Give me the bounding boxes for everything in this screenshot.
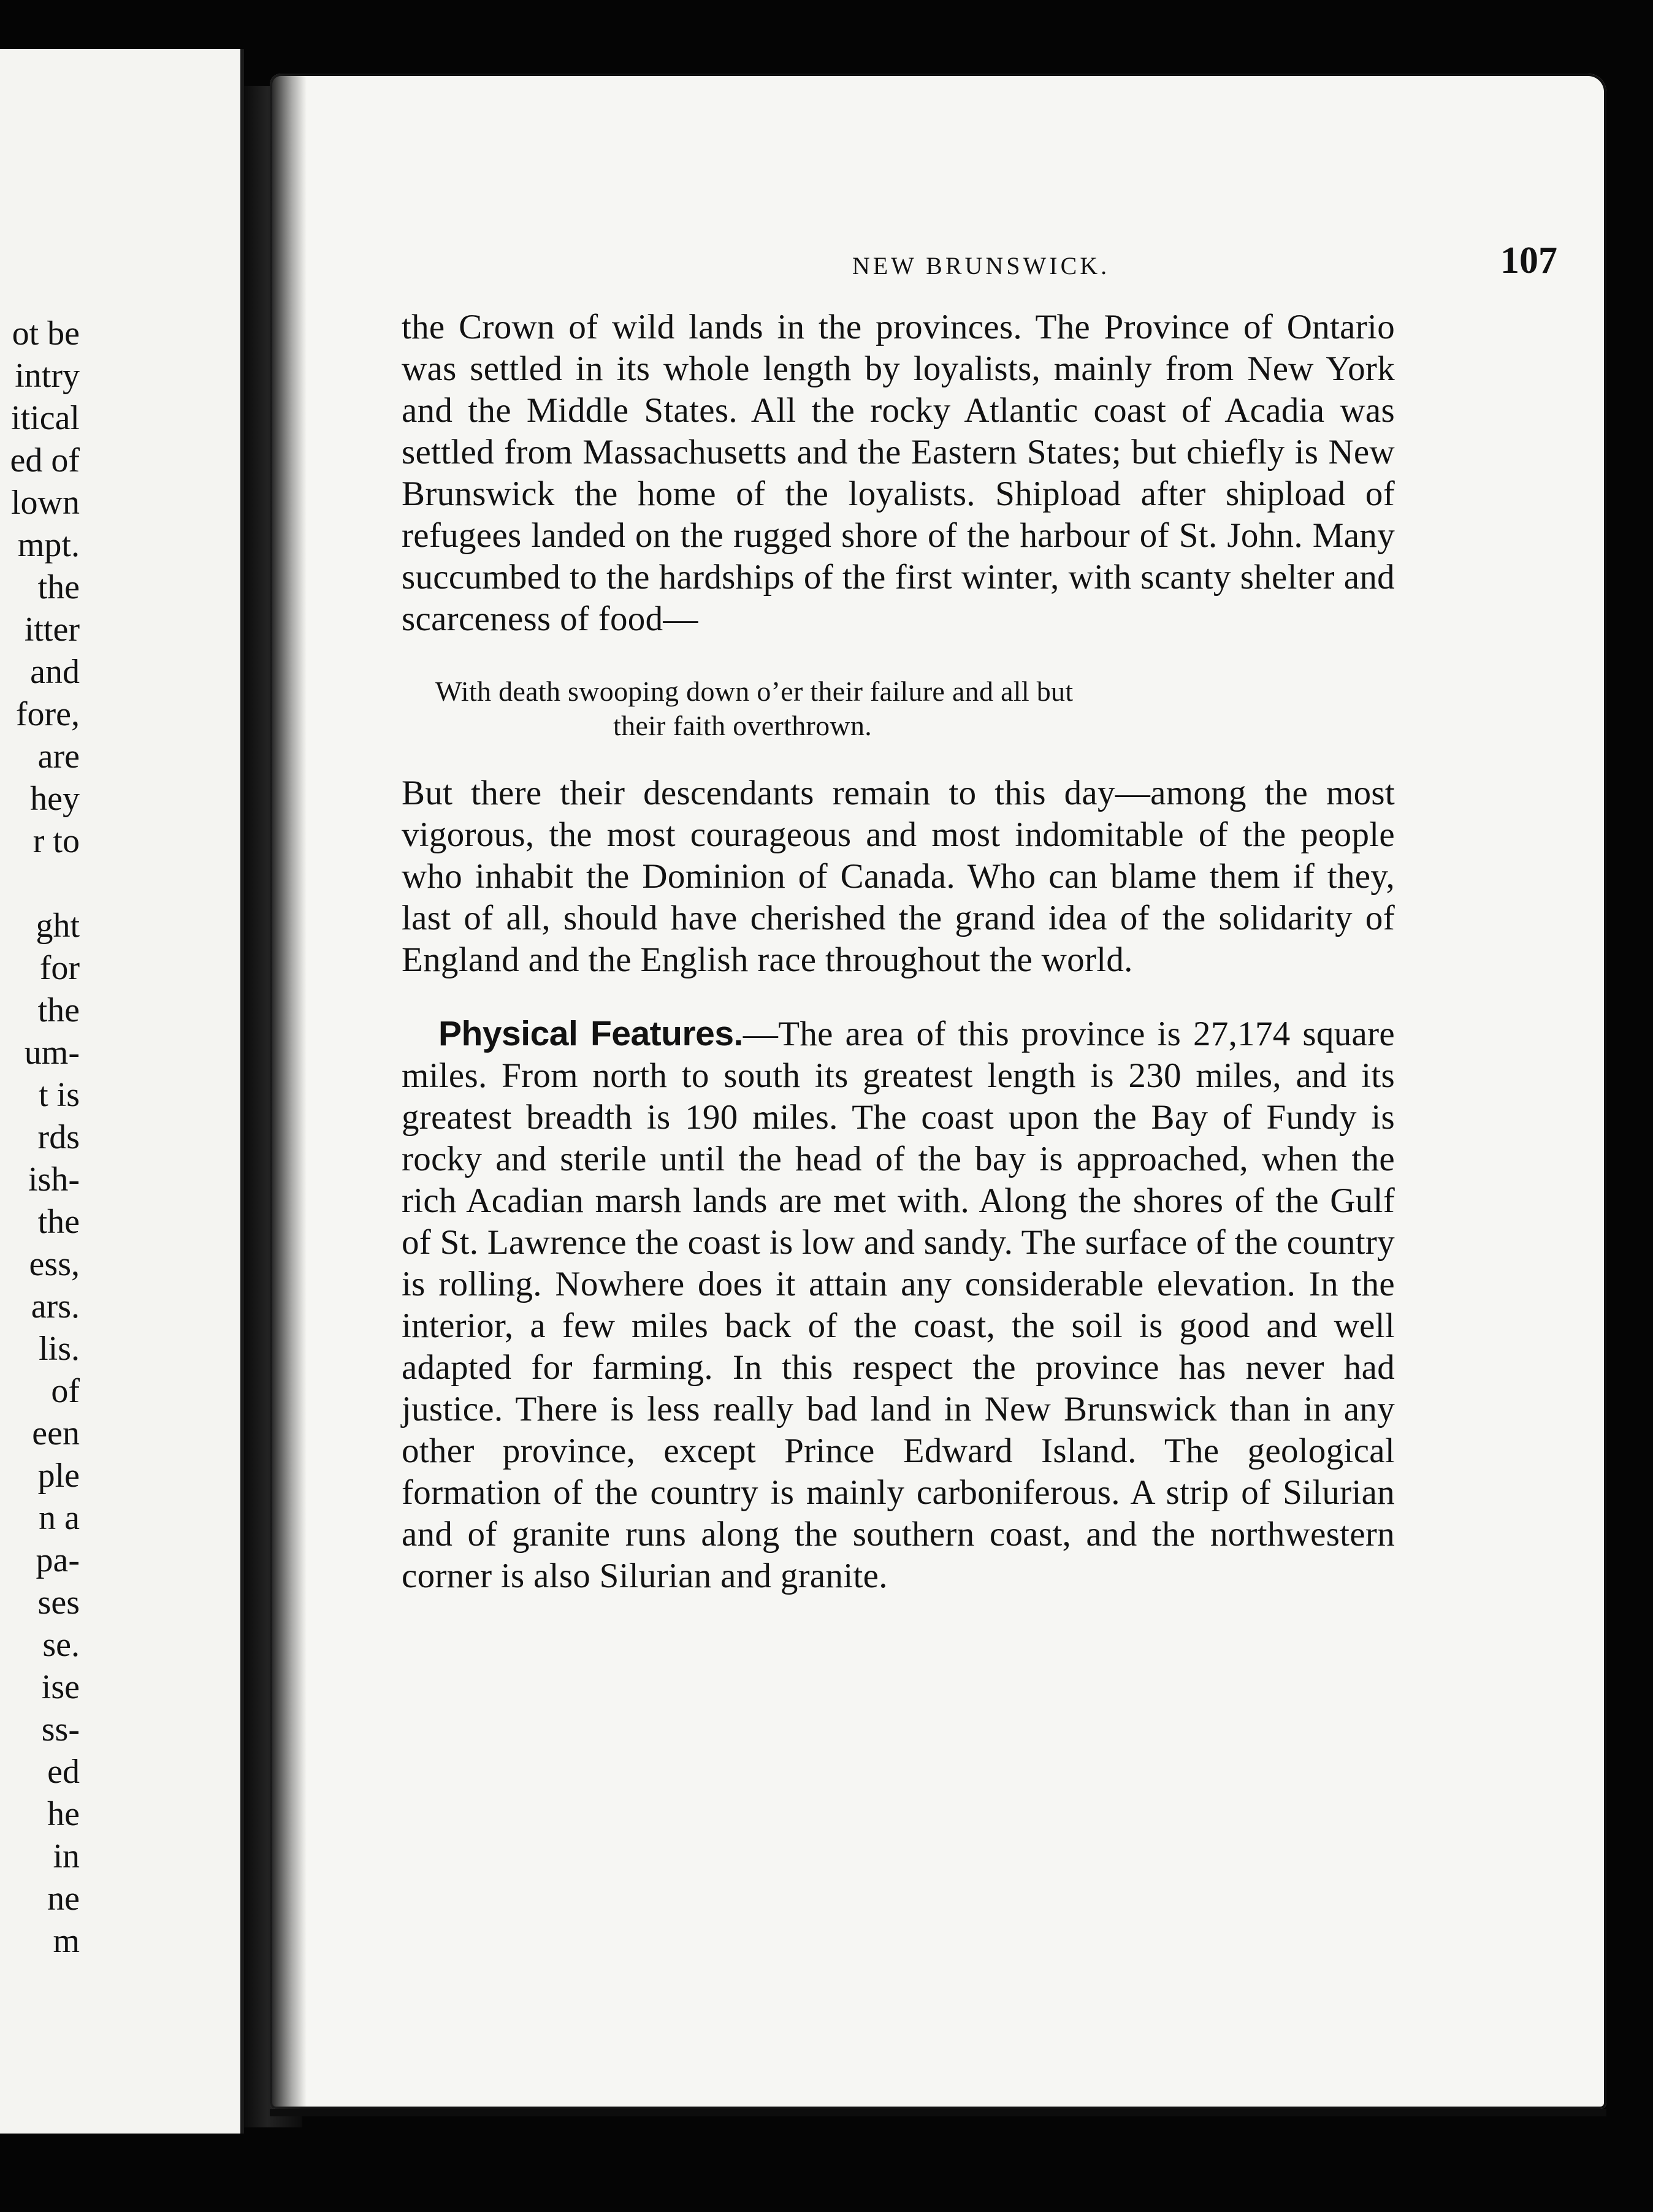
left-page-fragment: hey [30,780,80,818]
left-page-fragment: se. [42,1626,80,1664]
left-page-fragment: the [37,1203,80,1241]
left-page-fragment: ne [47,1880,80,1918]
paragraph-descendants: But there their descendants remain to this day—among the most vigorous, the most courageous and most indomitable of the people who inhabit the Dominion of Canada. Who can blame them if they, last of all, should have cherished the grand idea of the solidarity of England and the English race throughout the world. [402,774,1395,979]
left-page-fragment: ple [37,1457,80,1495]
page-header [405,239,1557,294]
page-bottom-edge [270,2109,1606,2116]
left-page-fragment: the [37,991,80,1029]
left-page-fragment: he [47,1795,80,1833]
left-page-fragment: ght [36,907,80,945]
left-page-fragment: intry [15,357,80,395]
left-page-fragment: the [37,568,80,606]
left-page-fragment: pa- [36,1541,80,1579]
book-page [270,74,1606,2109]
left-page-fragment: in [53,1837,80,1875]
left-page-fragment: itical [11,399,80,437]
quote-line: With death swooping down o’er their failure and all but [435,676,1074,707]
paragraph-physical-features [402,1013,1395,1597]
left-page-fragment: of [51,1372,80,1410]
left-page-fragment: fore, [15,695,80,733]
left-page-fragment: ess, [29,1245,80,1283]
paragraph-loyalists: the Crown of wild lands in the provinces. The Province of Ontario was settled in its whole length by loyalists, mainly from New York and the Middle States. All the rocky Atlantic coast of Acadia was settled from Massachusetts and the Eastern States; but chiefly is New Brunswick the home of the loyalists. Shipload after shipload of refugees landed on the rugged shore of the harbour of St. John. Many succumbed to the hardships of the first winter, with scanty shelter and scarceness of food— [402,308,1395,638]
left-page-fragment: um- [24,1034,80,1072]
left-page-fragment: lown [11,484,80,522]
left-page-fragment: r to [32,822,80,860]
left-page-fragment: ise [41,1668,80,1706]
left-page-fragment: ses [37,1584,80,1622]
left-page-fragment: n a [39,1499,80,1537]
left-page-fragment: and [30,653,80,691]
left-page-text-fragments [0,313,80,1962]
left-page-fragment: itter [24,611,80,649]
left-page-fragment [0,863,80,905]
left-page-fragment: mpt. [17,526,80,564]
page-number: 107 [1500,240,1557,281]
running-head: NEW BRUNSWICK. [852,252,1110,280]
left-page-fragment: ish- [28,1161,80,1199]
verse-quotation [402,674,1395,743]
left-page-fragment: een [32,1414,80,1452]
left-page-fragment: ss- [41,1710,80,1749]
left-page-fragment: for [39,949,80,987]
left-page-fragment: ed [47,1753,80,1791]
left-page-fragment: ed of [10,441,80,479]
left-page-fragment: ars. [31,1287,80,1325]
left-page-fragment: ot be [12,315,80,353]
left-page-fragment: lis. [39,1330,80,1368]
left-facing-page [0,49,244,2134]
left-page-fragment: m [53,1922,80,1960]
left-page-fragment: rds [37,1118,80,1156]
quote-line: their faith overthrown. [613,710,872,741]
left-page-fragment: t is [39,1076,80,1114]
left-page-fragment: are [37,738,80,776]
body-text [402,307,1395,1597]
section-text: —The area of this province is 27,174 square miles. From north to south its greatest length is 230 miles, and its greatest breadth is 190 miles. The coast upon the Bay of Fundy is rocky and sterile until the head of the bay is approached, when the rich Acadian marsh lands are met with. Along the shores of the Gulf of St. Lawrence the coast is low and sandy. The surface of the country is rolling. Nowhere does it attain any considerable elevation. In the interior, a few miles back of the coast, the soil is good and well adapted for farming. In this respect the province has never had justice. There is less really bad land in New Brunswick than in any other province, except Prince Edward Island. The geological formation of the country is mainly carboniferous. A strip of Silurian and of granite runs along the southern coast, and the northwestern corner is also Silurian and granite. [402,1015,1395,1595]
section-heading: Physical Features. [438,1014,743,1053]
